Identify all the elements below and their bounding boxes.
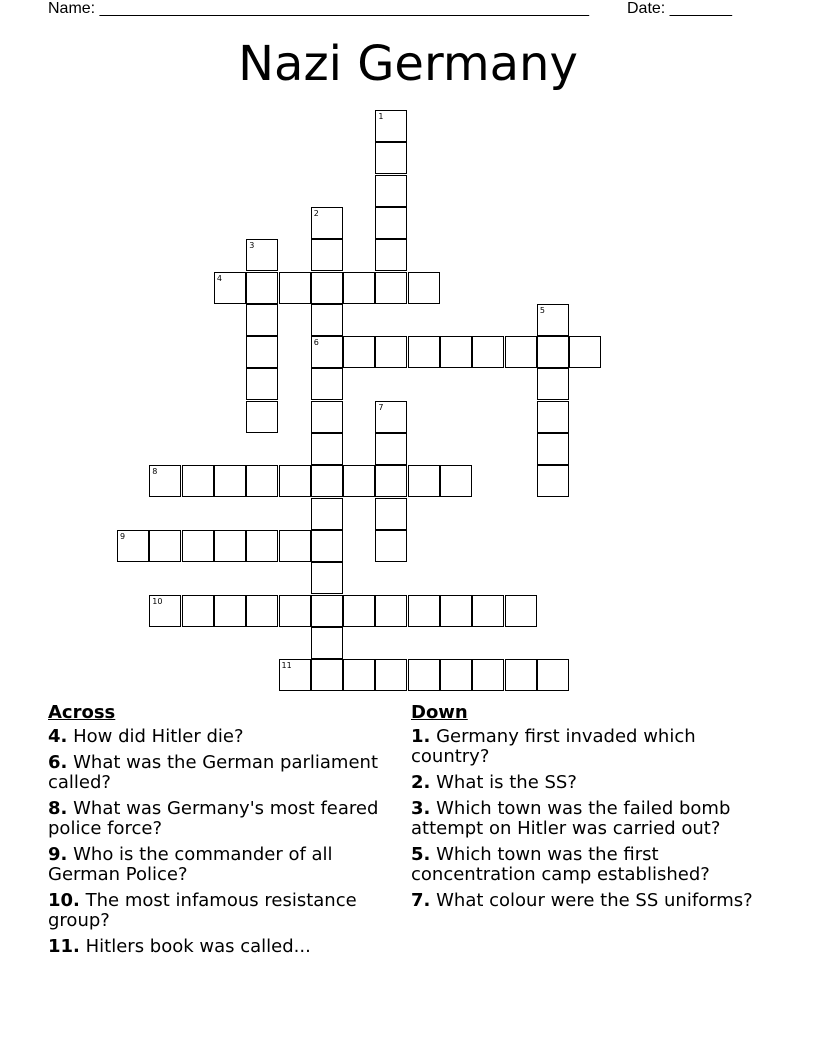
crossword-cell[interactable]: [375, 595, 407, 627]
crossword-cell[interactable]: [343, 465, 375, 497]
clue-down-5: 5. Which town was the first concentration camp established?: [411, 844, 710, 885]
crossword-cell[interactable]: [149, 530, 181, 562]
clue-across-6: 6. What was the German parliament called?: [48, 752, 379, 793]
clue-number: 11: [281, 661, 292, 671]
crossword-cell[interactable]: [408, 272, 440, 304]
crossword-cell[interactable]: [311, 498, 343, 530]
crossword-cell[interactable]: [440, 659, 472, 691]
crossword-cell[interactable]: [408, 595, 440, 627]
crossword-cell[interactable]: [343, 272, 375, 304]
clue-across-10: 10. The most infamous resistance group?: [48, 890, 357, 931]
clue-down-3: 3. Which town was the failed bomb attempt on Hitler was carried out?: [411, 798, 731, 839]
crossword-cell[interactable]: [182, 595, 214, 627]
crossword-cell[interactable]: [472, 336, 504, 368]
crossword-cell[interactable]: [246, 304, 278, 336]
crossword-cell[interactable]: [375, 659, 407, 691]
down-heading: Down: [411, 702, 468, 723]
crossword-cell[interactable]: [246, 595, 278, 627]
crossword-cell[interactable]: [505, 659, 537, 691]
crossword-cell[interactable]: [537, 465, 569, 497]
crossword-cell[interactable]: [182, 530, 214, 562]
crossword-cell[interactable]: [311, 207, 343, 239]
clue-number: 2: [313, 208, 319, 218]
crossword-cell[interactable]: [214, 465, 246, 497]
crossword-cell[interactable]: [375, 433, 407, 465]
crossword-cell[interactable]: [343, 336, 375, 368]
crossword-cell[interactable]: [375, 142, 407, 174]
name-line: Name: _______________________________________________________: [48, 0, 589, 17]
clue-across-11: 11. Hitlers book was called...: [48, 936, 311, 957]
crossword-cell[interactable]: [149, 595, 181, 627]
crossword-cell[interactable]: [408, 336, 440, 368]
crossword-cell[interactable]: [311, 239, 343, 271]
clue-number: 3: [249, 241, 255, 251]
crossword-cell[interactable]: [311, 401, 343, 433]
crossword-cell[interactable]: [279, 530, 311, 562]
clue-number: 1: [378, 112, 384, 121]
crossword-cell[interactable]: [279, 595, 311, 627]
crossword-cell[interactable]: [375, 498, 407, 530]
crossword-cell[interactable]: [246, 530, 278, 562]
crossword-cell[interactable]: [311, 336, 343, 368]
clue-across-4: 4. How did Hitler die?: [48, 726, 244, 747]
crossword-cell[interactable]: [472, 595, 504, 627]
crossword-cell[interactable]: [311, 530, 343, 562]
clue-down-7: 7. What colour were the SS uniforms?: [411, 890, 753, 911]
clue-number: 5: [539, 305, 545, 315]
crossword-cell[interactable]: [537, 368, 569, 400]
crossword-cell[interactable]: [343, 595, 375, 627]
crossword-cell[interactable]: [440, 465, 472, 497]
crossword-cell[interactable]: [472, 659, 504, 691]
crossword-cell[interactable]: [537, 659, 569, 691]
clue-across-9: 9. Who is the commander of all German Police?: [48, 844, 333, 885]
crossword-cell[interactable]: [375, 272, 407, 304]
crossword-cell[interactable]: [117, 530, 149, 562]
crossword-cell[interactable]: [311, 659, 343, 691]
crossword-cell[interactable]: [440, 595, 472, 627]
down-clues: [411, 702, 761, 917]
crossword-cell[interactable]: [311, 272, 343, 304]
clue-number: 10: [152, 596, 163, 606]
clue-number: 9: [120, 531, 126, 541]
crossword-cell[interactable]: [246, 272, 278, 304]
crossword-cell[interactable]: [279, 465, 311, 497]
across-clues: [48, 702, 398, 963]
crossword-cell[interactable]: [375, 175, 407, 207]
crossword-cell[interactable]: [311, 595, 343, 627]
crossword-cell[interactable]: [505, 595, 537, 627]
crossword-cell[interactable]: [375, 530, 407, 562]
date-line: Date: _______: [627, 0, 732, 17]
crossword-cell[interactable]: [311, 433, 343, 465]
clue-number: 4: [216, 273, 222, 283]
crossword-cell[interactable]: [149, 465, 181, 497]
crossword-cell[interactable]: [214, 272, 246, 304]
crossword-cell[interactable]: [440, 336, 472, 368]
clue-number: 6: [313, 338, 319, 348]
crossword-cell[interactable]: [311, 562, 343, 594]
clue-number: 7: [378, 402, 384, 412]
crossword-cell[interactable]: [246, 239, 278, 271]
clue-down-2: 2. What is the SS?: [411, 772, 577, 793]
page-title: Nazi Germany: [238, 36, 578, 92]
crossword-cell[interactable]: [311, 465, 343, 497]
crossword-cell[interactable]: [246, 401, 278, 433]
crossword-cell[interactable]: [408, 659, 440, 691]
crossword-cell[interactable]: [246, 368, 278, 400]
crossword-cell[interactable]: [246, 336, 278, 368]
crossword-cell[interactable]: [375, 465, 407, 497]
crossword-cell[interactable]: [375, 207, 407, 239]
crossword-cell[interactable]: [279, 659, 311, 691]
crossword-cell[interactable]: [214, 530, 246, 562]
clue-down-1: 1. Germany first invaded which country?: [411, 726, 696, 767]
crossword-cell[interactable]: [537, 433, 569, 465]
crossword-cell[interactable]: [375, 239, 407, 271]
clue-across-8: 8. What was Germany's most feared police force?: [48, 798, 379, 839]
crossword-cell[interactable]: [537, 401, 569, 433]
crossword-cell[interactable]: [375, 110, 407, 142]
crossword-cell[interactable]: [311, 304, 343, 336]
crossword-cell[interactable]: [279, 272, 311, 304]
crossword-cell[interactable]: [505, 336, 537, 368]
crossword-cell[interactable]: [182, 465, 214, 497]
crossword-cell[interactable]: [343, 659, 375, 691]
crossword-cell[interactable]: [408, 465, 440, 497]
crossword-cell[interactable]: [569, 336, 601, 368]
crossword-cell[interactable]: [311, 627, 343, 659]
crossword-cell[interactable]: [537, 336, 569, 368]
crossword-cell[interactable]: [311, 368, 343, 400]
crossword-cell[interactable]: [537, 304, 569, 336]
crossword-cell[interactable]: [375, 401, 407, 433]
crossword-cell[interactable]: [214, 595, 246, 627]
crossword-cell[interactable]: [375, 336, 407, 368]
crossword-cell[interactable]: [246, 465, 278, 497]
across-heading: Across: [48, 702, 116, 723]
clue-number: 8: [152, 467, 158, 477]
